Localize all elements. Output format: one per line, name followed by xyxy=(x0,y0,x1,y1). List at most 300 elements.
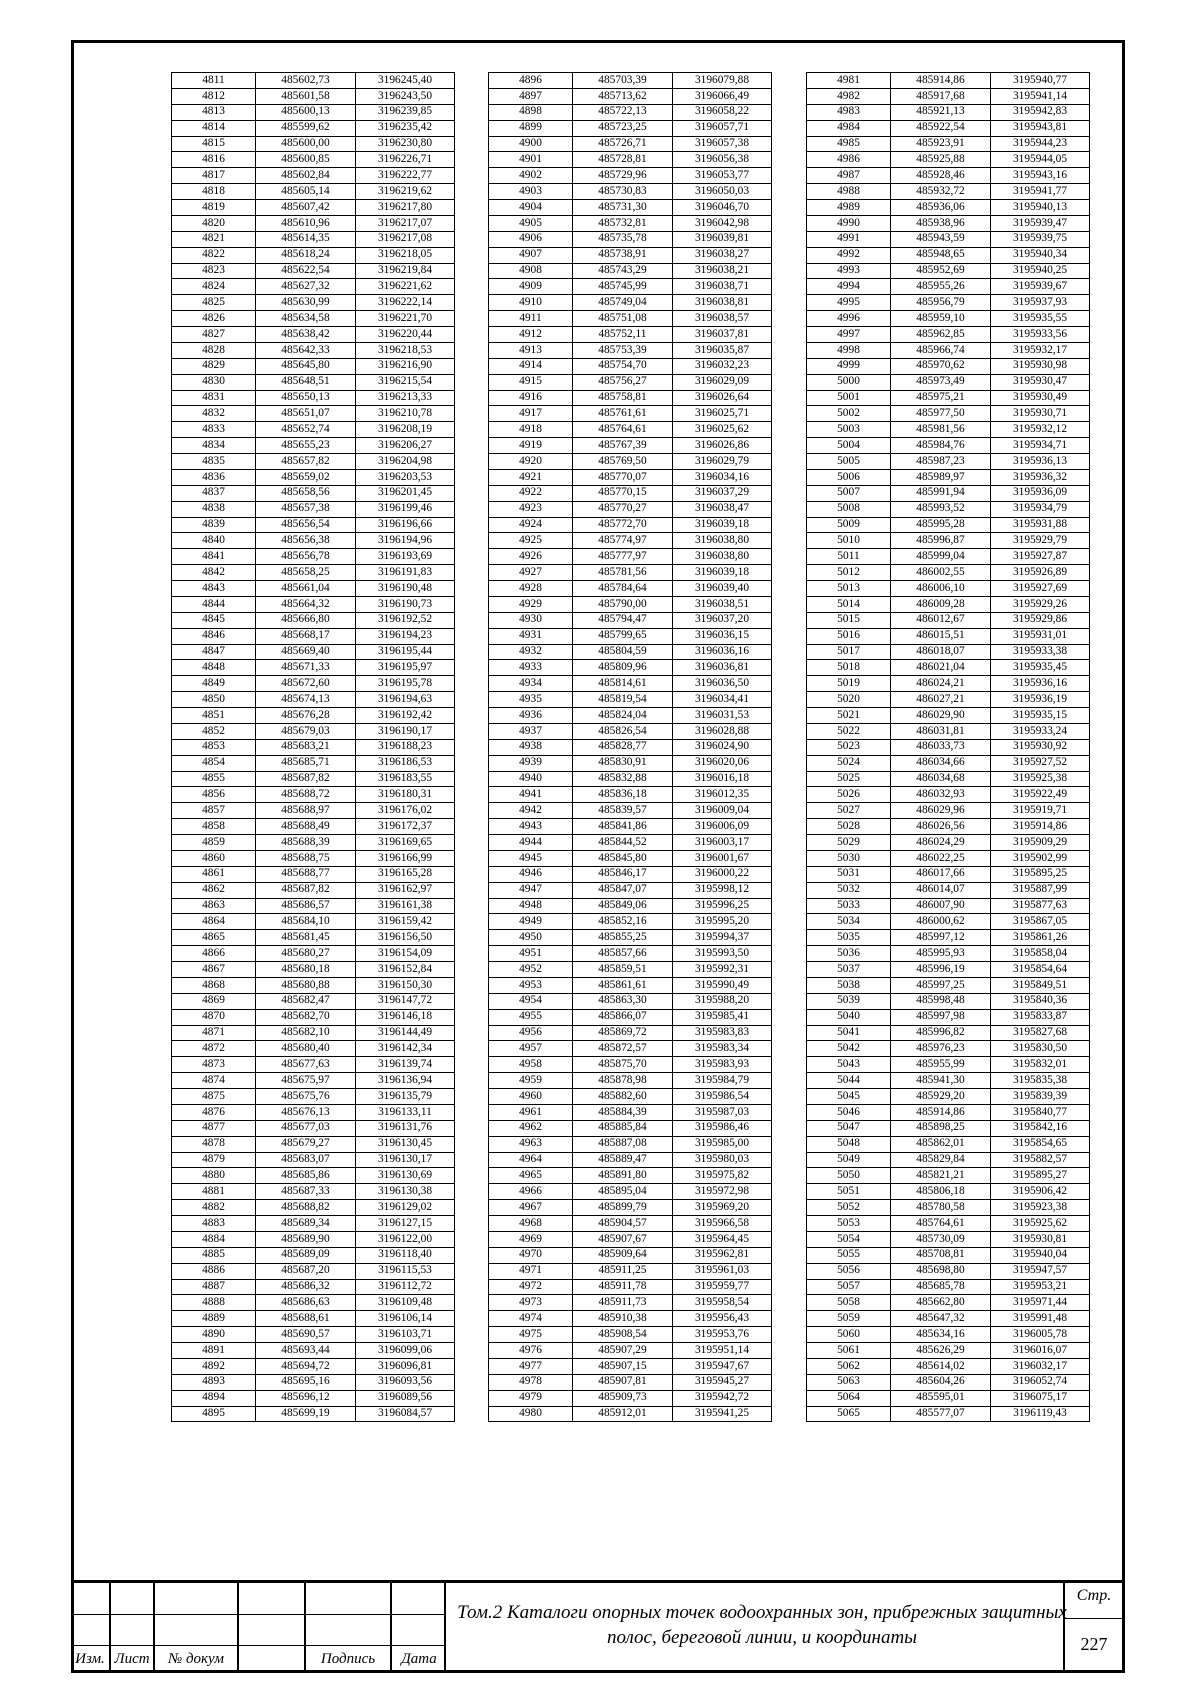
table-row xyxy=(807,628,1090,644)
x-coordinate-cell: 485846,17 xyxy=(573,866,673,882)
x-coordinate-cell: 485689,09 xyxy=(256,1247,356,1263)
table-row xyxy=(489,1057,772,1073)
y-coordinate-cell: 3196183,55 xyxy=(356,771,455,787)
table-row xyxy=(489,263,772,279)
point-number-cell: 4901 xyxy=(489,152,573,168)
point-number-cell: 4813 xyxy=(172,104,256,120)
point-number-cell: 5001 xyxy=(807,390,891,406)
y-coordinate-cell: 3196038,80 xyxy=(673,549,772,565)
table-row xyxy=(489,819,772,835)
x-coordinate-cell: 485774,97 xyxy=(573,533,673,549)
point-number-cell: 4886 xyxy=(172,1263,256,1279)
x-coordinate-cell: 485686,57 xyxy=(256,898,356,914)
y-coordinate-cell: 3195933,24 xyxy=(991,723,1090,739)
point-number-cell: 5058 xyxy=(807,1295,891,1311)
table-row xyxy=(172,977,455,993)
x-coordinate-cell: 485907,81 xyxy=(573,1374,673,1390)
x-coordinate-cell: 486009,28 xyxy=(891,596,991,612)
y-coordinate-cell: 3196119,43 xyxy=(991,1406,1090,1422)
table-row xyxy=(489,581,772,597)
table-row xyxy=(172,485,455,501)
table-row xyxy=(489,358,772,374)
table-row xyxy=(489,517,772,533)
point-number-cell: 4941 xyxy=(489,787,573,803)
y-coordinate-cell: 3195983,93 xyxy=(673,1057,772,1073)
point-number-cell: 4918 xyxy=(489,422,573,438)
table-row xyxy=(807,342,1090,358)
y-coordinate-cell: 3195835,38 xyxy=(991,1073,1090,1089)
x-coordinate-cell: 485898,25 xyxy=(891,1120,991,1136)
point-number-cell: 4982 xyxy=(807,88,891,104)
point-number-cell: 4842 xyxy=(172,565,256,581)
point-number-cell: 4988 xyxy=(807,184,891,200)
point-number-cell: 5060 xyxy=(807,1327,891,1343)
y-coordinate-cell: 3195990,49 xyxy=(673,977,772,993)
x-coordinate-cell: 485685,78 xyxy=(891,1279,991,1295)
x-coordinate-cell: 486000,62 xyxy=(891,914,991,930)
x-coordinate-cell: 485687,82 xyxy=(256,771,356,787)
y-coordinate-cell: 3196130,38 xyxy=(356,1184,455,1200)
y-coordinate-cell: 3195940,34 xyxy=(991,247,1090,263)
point-number-cell: 4994 xyxy=(807,279,891,295)
point-number-cell: 4817 xyxy=(172,168,256,184)
x-coordinate-cell: 485677,03 xyxy=(256,1120,356,1136)
x-coordinate-cell: 485908,54 xyxy=(573,1327,673,1343)
x-coordinate-cell: 485745,99 xyxy=(573,279,673,295)
y-coordinate-cell: 3195983,34 xyxy=(673,1041,772,1057)
y-coordinate-cell: 3196192,42 xyxy=(356,708,455,724)
point-number-cell: 4894 xyxy=(172,1390,256,1406)
point-number-cell: 4836 xyxy=(172,469,256,485)
page-label: Стр. xyxy=(1076,1587,1112,1604)
point-number-cell: 5035 xyxy=(807,930,891,946)
point-number-cell: 4977 xyxy=(489,1358,573,1374)
point-number-cell: 5023 xyxy=(807,739,891,755)
x-coordinate-cell: 485928,46 xyxy=(891,168,991,184)
x-coordinate-cell: 486034,68 xyxy=(891,771,991,787)
x-coordinate-cell: 485738,91 xyxy=(573,247,673,263)
y-coordinate-cell: 3196217,08 xyxy=(356,231,455,247)
point-number-cell: 4846 xyxy=(172,628,256,644)
x-coordinate-cell: 485627,32 xyxy=(256,279,356,295)
table-row xyxy=(807,1295,1090,1311)
table-row xyxy=(172,533,455,549)
point-number-cell: 4873 xyxy=(172,1057,256,1073)
x-coordinate-cell: 485996,82 xyxy=(891,1025,991,1041)
y-coordinate-cell: 3195936,13 xyxy=(991,454,1090,470)
table-row xyxy=(807,168,1090,184)
point-number-cell: 5004 xyxy=(807,438,891,454)
point-number-cell: 4922 xyxy=(489,485,573,501)
table-row xyxy=(807,676,1090,692)
table-row xyxy=(489,1152,772,1168)
y-coordinate-cell: 3196122,00 xyxy=(356,1231,455,1247)
y-coordinate-cell: 3196204,98 xyxy=(356,454,455,470)
y-coordinate-cell: 3195996,25 xyxy=(673,898,772,914)
y-coordinate-cell: 3196127,15 xyxy=(356,1216,455,1232)
y-coordinate-cell: 3195962,81 xyxy=(673,1247,772,1263)
point-number-cell: 4928 xyxy=(489,581,573,597)
point-number-cell: 4917 xyxy=(489,406,573,422)
x-coordinate-cell: 485966,74 xyxy=(891,342,991,358)
table-row xyxy=(807,295,1090,311)
x-coordinate-cell: 485602,73 xyxy=(256,73,356,89)
point-number-cell: 4829 xyxy=(172,358,256,374)
point-number-cell: 4911 xyxy=(489,311,573,327)
table-row xyxy=(807,358,1090,374)
point-number-cell: 5029 xyxy=(807,835,891,851)
y-coordinate-cell: 3196196,66 xyxy=(356,517,455,533)
x-coordinate-cell: 485909,64 xyxy=(573,1247,673,1263)
x-coordinate-cell: 485941,30 xyxy=(891,1073,991,1089)
y-coordinate-cell: 3195964,45 xyxy=(673,1231,772,1247)
y-coordinate-cell: 3195830,50 xyxy=(991,1041,1090,1057)
x-coordinate-cell: 485932,72 xyxy=(891,184,991,200)
x-coordinate-cell: 485683,21 xyxy=(256,739,356,755)
point-number-cell: 5015 xyxy=(807,612,891,628)
x-coordinate-cell: 485855,25 xyxy=(573,930,673,946)
y-coordinate-cell: 3196050,03 xyxy=(673,184,772,200)
table-row xyxy=(807,1200,1090,1216)
y-coordinate-cell: 3196218,05 xyxy=(356,247,455,263)
x-coordinate-cell: 485651,07 xyxy=(256,406,356,422)
table-row xyxy=(172,596,455,612)
table-row xyxy=(489,454,772,470)
y-coordinate-cell: 3196026,64 xyxy=(673,390,772,406)
x-coordinate-cell: 485989,97 xyxy=(891,469,991,485)
table-row xyxy=(807,1231,1090,1247)
table-row xyxy=(489,1295,772,1311)
table-row xyxy=(489,692,772,708)
point-number-cell: 4992 xyxy=(807,247,891,263)
table-row xyxy=(807,1343,1090,1359)
y-coordinate-cell: 3196230,80 xyxy=(356,136,455,152)
point-number-cell: 4853 xyxy=(172,739,256,755)
table-row xyxy=(172,295,455,311)
x-coordinate-cell: 486033,73 xyxy=(891,739,991,755)
point-number-cell: 4978 xyxy=(489,1374,573,1390)
point-number-cell: 4912 xyxy=(489,327,573,343)
y-coordinate-cell: 3196037,20 xyxy=(673,612,772,628)
point-number-cell: 4955 xyxy=(489,1009,573,1025)
table-row xyxy=(807,596,1090,612)
y-coordinate-cell: 3196038,51 xyxy=(673,596,772,612)
y-coordinate-cell: 3196096,81 xyxy=(356,1358,455,1374)
y-coordinate-cell: 3196039,18 xyxy=(673,565,772,581)
point-number-cell: 4971 xyxy=(489,1263,573,1279)
x-coordinate-cell: 485713,62 xyxy=(573,88,673,104)
x-coordinate-cell: 485895,04 xyxy=(573,1184,673,1200)
x-coordinate-cell: 485869,72 xyxy=(573,1025,673,1041)
table-row xyxy=(172,1184,455,1200)
y-coordinate-cell: 3196190,17 xyxy=(356,723,455,739)
table-row xyxy=(172,771,455,787)
point-number-cell: 4819 xyxy=(172,200,256,216)
table-row xyxy=(489,866,772,882)
x-coordinate-cell: 485799,65 xyxy=(573,628,673,644)
x-coordinate-cell: 485794,47 xyxy=(573,612,673,628)
table-row xyxy=(489,1231,772,1247)
table-row xyxy=(172,1279,455,1295)
point-number-cell: 5021 xyxy=(807,708,891,724)
point-number-cell: 4895 xyxy=(172,1406,256,1422)
point-number-cell: 4816 xyxy=(172,152,256,168)
x-coordinate-cell: 485996,19 xyxy=(891,962,991,978)
table-row xyxy=(489,1041,772,1057)
y-coordinate-cell: 3196221,70 xyxy=(356,311,455,327)
table-row xyxy=(807,993,1090,1009)
x-coordinate-cell: 485682,70 xyxy=(256,1009,356,1025)
y-coordinate-cell: 3196216,90 xyxy=(356,358,455,374)
y-coordinate-cell: 3196146,18 xyxy=(356,1009,455,1025)
point-number-cell: 4949 xyxy=(489,914,573,930)
table-row xyxy=(172,1390,455,1406)
x-coordinate-cell: 485688,61 xyxy=(256,1311,356,1327)
y-coordinate-cell: 3195882,57 xyxy=(991,1152,1090,1168)
table-row xyxy=(489,1073,772,1089)
y-coordinate-cell: 3196066,49 xyxy=(673,88,772,104)
table-row xyxy=(172,422,455,438)
point-number-cell: 4950 xyxy=(489,930,573,946)
y-coordinate-cell: 3196046,70 xyxy=(673,200,772,216)
point-number-cell: 5037 xyxy=(807,962,891,978)
point-number-cell: 4934 xyxy=(489,676,573,692)
x-coordinate-cell: 485769,50 xyxy=(573,454,673,470)
point-number-cell: 4993 xyxy=(807,263,891,279)
table-row xyxy=(172,739,455,755)
point-number-cell: 4845 xyxy=(172,612,256,628)
point-number-cell: 4953 xyxy=(489,977,573,993)
y-coordinate-cell: 3196218,53 xyxy=(356,342,455,358)
table-row xyxy=(807,914,1090,930)
table-row xyxy=(172,930,455,946)
x-coordinate-cell: 485683,07 xyxy=(256,1152,356,1168)
x-coordinate-cell: 485806,18 xyxy=(891,1184,991,1200)
point-number-cell: 4927 xyxy=(489,565,573,581)
point-number-cell: 4990 xyxy=(807,215,891,231)
table-row xyxy=(489,755,772,771)
table-row xyxy=(807,898,1090,914)
x-coordinate-cell: 485884,39 xyxy=(573,1104,673,1120)
table-row xyxy=(172,850,455,866)
table-row xyxy=(807,485,1090,501)
y-coordinate-cell: 3196245,40 xyxy=(356,73,455,89)
point-number-cell: 4880 xyxy=(172,1168,256,1184)
point-number-cell: 4929 xyxy=(489,596,573,612)
x-coordinate-cell: 485970,62 xyxy=(891,358,991,374)
point-number-cell: 4892 xyxy=(172,1358,256,1374)
point-number-cell: 5010 xyxy=(807,533,891,549)
table-row xyxy=(807,390,1090,406)
y-coordinate-cell: 3195985,00 xyxy=(673,1136,772,1152)
y-coordinate-cell: 3196235,42 xyxy=(356,120,455,136)
y-coordinate-cell: 3196039,81 xyxy=(673,231,772,247)
y-coordinate-cell: 3196135,79 xyxy=(356,1089,455,1105)
y-coordinate-cell: 3195935,15 xyxy=(991,708,1090,724)
y-coordinate-cell: 3196058,22 xyxy=(673,104,772,120)
point-number-cell: 4925 xyxy=(489,533,573,549)
y-coordinate-cell: 3195933,56 xyxy=(991,327,1090,343)
x-coordinate-cell: 485682,10 xyxy=(256,1025,356,1041)
y-coordinate-cell: 3195939,47 xyxy=(991,215,1090,231)
point-number-cell: 4989 xyxy=(807,200,891,216)
x-coordinate-cell: 485610,96 xyxy=(256,215,356,231)
y-coordinate-cell: 3195929,86 xyxy=(991,612,1090,628)
point-number-cell: 5041 xyxy=(807,1025,891,1041)
x-coordinate-cell: 485676,28 xyxy=(256,708,356,724)
y-coordinate-cell: 3195939,75 xyxy=(991,231,1090,247)
point-number-cell: 4999 xyxy=(807,358,891,374)
y-coordinate-cell: 3196142,34 xyxy=(356,1041,455,1057)
x-coordinate-cell: 485630,99 xyxy=(256,295,356,311)
point-number-cell: 4848 xyxy=(172,660,256,676)
point-number-cell: 4887 xyxy=(172,1279,256,1295)
x-coordinate-cell: 485995,28 xyxy=(891,517,991,533)
x-coordinate-cell: 485998,48 xyxy=(891,993,991,1009)
table-row xyxy=(807,739,1090,755)
table-row xyxy=(807,279,1090,295)
table-row xyxy=(489,1025,772,1041)
table-row xyxy=(807,200,1090,216)
x-coordinate-cell: 485682,47 xyxy=(256,993,356,1009)
point-number-cell: 5014 xyxy=(807,596,891,612)
table-row xyxy=(807,247,1090,263)
point-number-cell: 5012 xyxy=(807,565,891,581)
x-coordinate-cell: 486029,96 xyxy=(891,803,991,819)
point-number-cell: 4903 xyxy=(489,184,573,200)
x-coordinate-cell: 485955,26 xyxy=(891,279,991,295)
table-row xyxy=(489,469,772,485)
table-row xyxy=(172,676,455,692)
x-coordinate-cell: 486022,25 xyxy=(891,850,991,866)
y-coordinate-cell: 3196084,57 xyxy=(356,1406,455,1422)
table-row xyxy=(172,1216,455,1232)
y-coordinate-cell: 3195906,42 xyxy=(991,1184,1090,1200)
x-coordinate-cell: 485659,02 xyxy=(256,469,356,485)
point-number-cell: 4884 xyxy=(172,1231,256,1247)
x-coordinate-cell: 485672,60 xyxy=(256,676,356,692)
table-row xyxy=(172,152,455,168)
label-signature: Подпись xyxy=(320,1651,376,1667)
y-coordinate-cell: 3195966,58 xyxy=(673,1216,772,1232)
point-number-cell: 4956 xyxy=(489,1025,573,1041)
table-row xyxy=(489,882,772,898)
table-row xyxy=(807,1279,1090,1295)
table-row xyxy=(807,1374,1090,1390)
y-coordinate-cell: 3195840,36 xyxy=(991,993,1090,1009)
y-coordinate-cell: 3195914,86 xyxy=(991,819,1090,835)
x-coordinate-cell: 485814,61 xyxy=(573,676,673,692)
table-row xyxy=(172,708,455,724)
x-coordinate-cell: 485688,82 xyxy=(256,1200,356,1216)
table-row xyxy=(172,263,455,279)
y-coordinate-cell: 3196118,40 xyxy=(356,1247,455,1263)
table-row xyxy=(807,755,1090,771)
x-coordinate-cell: 485605,14 xyxy=(256,184,356,200)
table-row xyxy=(489,946,772,962)
x-coordinate-cell: 485668,17 xyxy=(256,628,356,644)
y-coordinate-cell: 3196165,28 xyxy=(356,866,455,882)
table-row xyxy=(807,136,1090,152)
point-number-cell: 5003 xyxy=(807,422,891,438)
y-coordinate-cell: 3196112,72 xyxy=(356,1279,455,1295)
x-coordinate-cell: 485688,49 xyxy=(256,819,356,835)
x-coordinate-cell: 485656,78 xyxy=(256,549,356,565)
table-row xyxy=(807,104,1090,120)
table-row xyxy=(489,1104,772,1120)
x-coordinate-cell: 485669,40 xyxy=(256,644,356,660)
point-number-cell: 4962 xyxy=(489,1120,573,1136)
y-coordinate-cell: 3196243,50 xyxy=(356,88,455,104)
x-coordinate-cell: 485857,66 xyxy=(573,946,673,962)
label-list: Лист xyxy=(114,1651,150,1667)
y-coordinate-cell: 3196190,48 xyxy=(356,581,455,597)
point-number-cell: 4905 xyxy=(489,215,573,231)
x-coordinate-cell: 485836,18 xyxy=(573,787,673,803)
table-row xyxy=(489,438,772,454)
table-row xyxy=(172,1025,455,1041)
x-coordinate-cell: 485708,81 xyxy=(891,1247,991,1263)
point-number-cell: 4847 xyxy=(172,644,256,660)
table-row xyxy=(807,581,1090,597)
x-coordinate-cell: 485693,44 xyxy=(256,1343,356,1359)
y-coordinate-cell: 3196031,53 xyxy=(673,708,772,724)
x-coordinate-cell: 485687,20 xyxy=(256,1263,356,1279)
y-coordinate-cell: 3195867,05 xyxy=(991,914,1090,930)
point-number-cell: 4946 xyxy=(489,866,573,882)
point-number-cell: 5024 xyxy=(807,755,891,771)
point-number-cell: 4876 xyxy=(172,1104,256,1120)
table-row xyxy=(489,1089,772,1105)
y-coordinate-cell: 3196131,76 xyxy=(356,1120,455,1136)
table-row xyxy=(807,612,1090,628)
point-number-cell: 4871 xyxy=(172,1025,256,1041)
x-coordinate-cell: 485819,54 xyxy=(573,692,673,708)
table-row xyxy=(489,73,772,89)
point-number-cell: 4943 xyxy=(489,819,573,835)
y-coordinate-cell: 3196026,86 xyxy=(673,438,772,454)
y-coordinate-cell: 3195969,20 xyxy=(673,1200,772,1216)
point-number-cell: 5000 xyxy=(807,374,891,390)
point-number-cell: 4907 xyxy=(489,247,573,263)
x-coordinate-cell: 486012,67 xyxy=(891,612,991,628)
point-number-cell: 4823 xyxy=(172,263,256,279)
x-coordinate-cell: 485614,02 xyxy=(891,1358,991,1374)
y-coordinate-cell: 3195956,43 xyxy=(673,1311,772,1327)
table-row xyxy=(489,1247,772,1263)
table-row xyxy=(489,200,772,216)
x-coordinate-cell: 485764,61 xyxy=(573,422,673,438)
table-row xyxy=(489,1184,772,1200)
x-coordinate-cell: 486017,66 xyxy=(891,866,991,882)
x-coordinate-cell: 485696,12 xyxy=(256,1390,356,1406)
table-row xyxy=(807,1406,1090,1422)
y-coordinate-cell: 3195940,04 xyxy=(991,1247,1090,1263)
table-row xyxy=(172,962,455,978)
table-row xyxy=(172,835,455,851)
table-row xyxy=(172,1406,455,1422)
point-number-cell: 5042 xyxy=(807,1041,891,1057)
x-coordinate-cell: 485845,80 xyxy=(573,850,673,866)
x-coordinate-cell: 485829,84 xyxy=(891,1152,991,1168)
table-row xyxy=(489,120,772,136)
y-coordinate-cell: 3196115,53 xyxy=(356,1263,455,1279)
y-coordinate-cell: 3195943,16 xyxy=(991,168,1090,184)
point-number-cell: 4983 xyxy=(807,104,891,120)
table-row xyxy=(172,168,455,184)
table-row xyxy=(172,517,455,533)
table-row xyxy=(807,422,1090,438)
